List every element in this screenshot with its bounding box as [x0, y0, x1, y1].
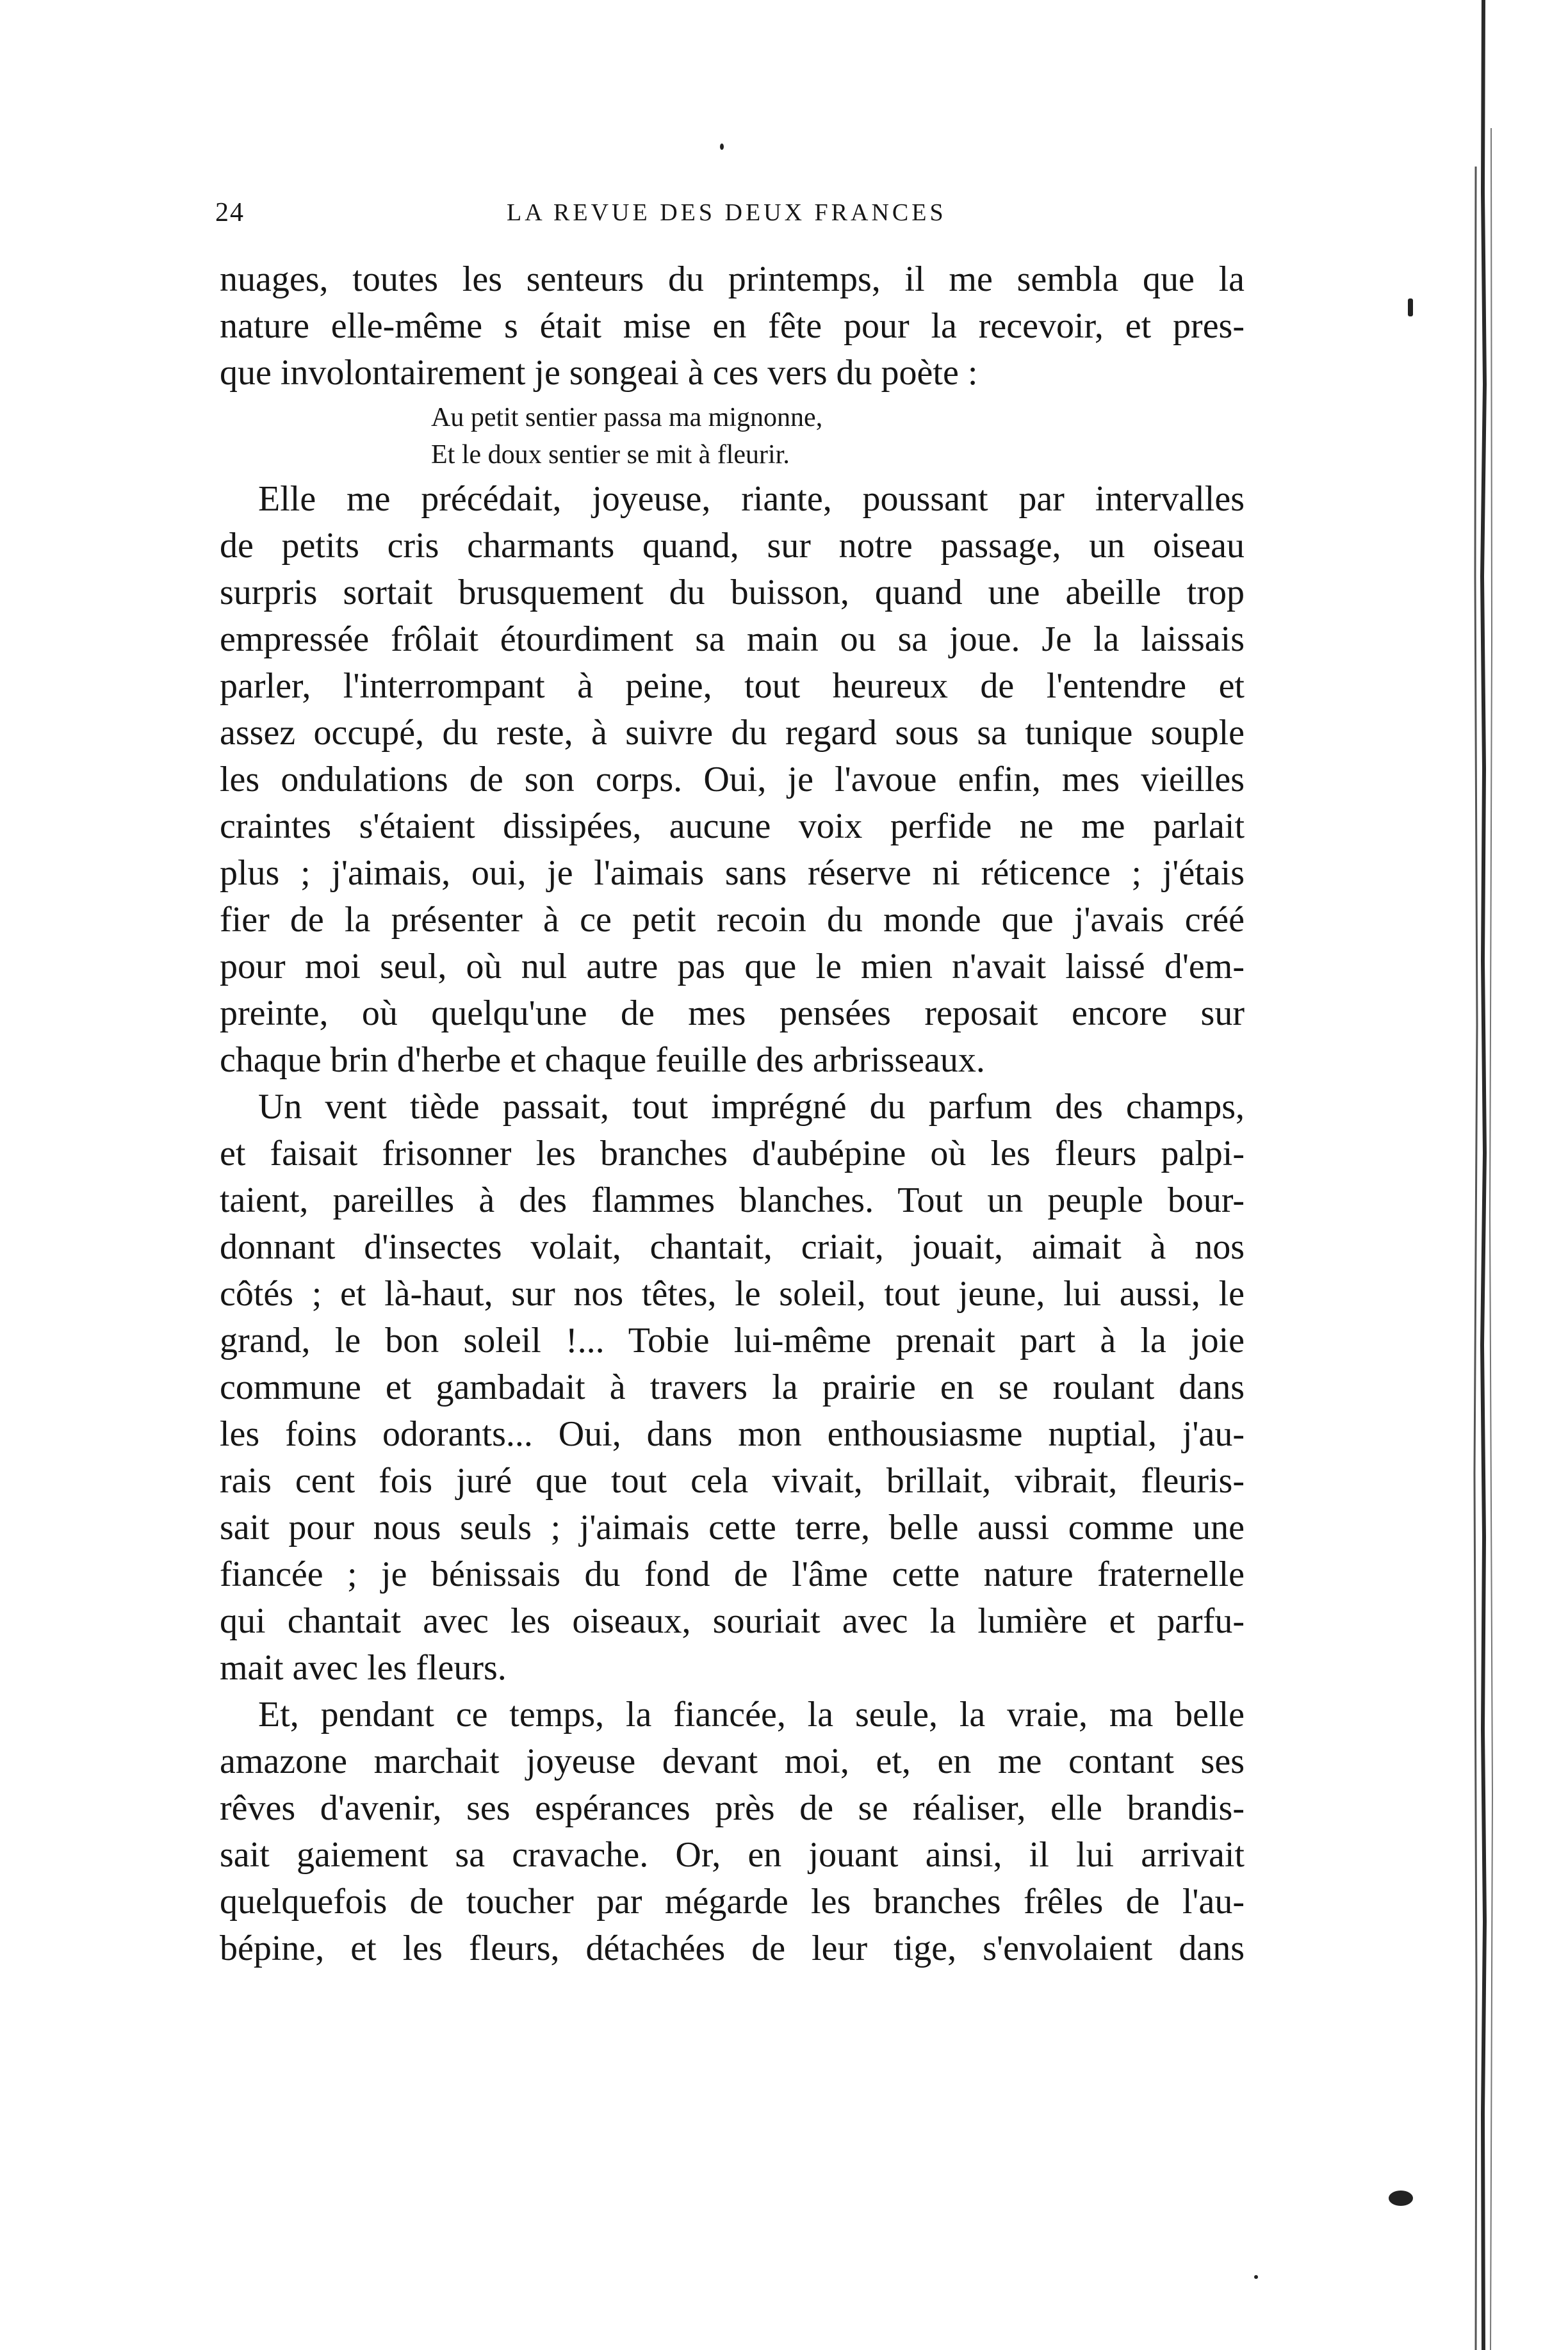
text-line: grand, le bon soleil !... Tobie lui-même prenait part à la joie	[220, 1321, 1245, 1360]
running-title: LA REVUE DES DEUX FRANCES	[507, 199, 947, 226]
scan-speck	[1389, 2191, 1413, 2206]
text-line: rêves d'avenir, ses espérances près de se réaliser, elle brandis-	[220, 1788, 1245, 1828]
text-line: sait pour nous seuls ; j'aimais cette terre, belle aussi comme une	[220, 1508, 1245, 1547]
text-line: surpris sortait brusquement du buisson, quand une abeille trop	[220, 573, 1245, 612]
text-line: nuages, toutes les senteurs du printemps, il me sembla que la	[220, 259, 1245, 299]
text-line: fier de la présenter à ce petit recoin du monde que j'avais créé	[220, 900, 1245, 940]
text-line: et faisait frisonner les branches d'aubépine où les fleurs palpi-	[220, 1134, 1245, 1173]
text-line: les foins odorants... Oui, dans mon enthousiasme nuptial, j'au-	[220, 1414, 1245, 1454]
text-line: mait avec les fleurs.	[220, 1648, 507, 1688]
text-line: taient, pareilles à des flammes blanches. Tout un peuple bour-	[220, 1180, 1245, 1220]
text-line: assez occupé, du reste, à suivre du regard sous sa tunique souple	[220, 713, 1245, 753]
text-line: amazone marchait joyeuse devant moi, et, en me contant ses	[220, 1742, 1245, 1781]
paragraph	[220, 256, 1245, 396]
text-line: pour moi seul, où nul autre pas que le mien n'avait laissé d'em-	[220, 947, 1245, 986]
text-line: de petits cris charmants quand, sur notre passage, un oiseau	[220, 526, 1245, 566]
text-line: Et, pendant ce temps, la fiancée, la seule, la vraie, ma belle	[258, 1695, 1245, 1734]
scan-speck	[1254, 2275, 1258, 2279]
text-line: sait gaiement sa cravache. Or, en jouant ainsi, il lui arrivait	[220, 1835, 1245, 1875]
text-line: les ondulations de son corps. Oui, je l'avoue enfin, mes vieilles	[220, 760, 1245, 799]
paragraph	[220, 1692, 1245, 1972]
paragraph	[220, 476, 1245, 1084]
text-line: côtés ; et là-haut, sur nos têtes, le soleil, tout jeune, lui aussi, le	[220, 1274, 1245, 1314]
body-text	[220, 256, 1245, 1972]
text-line: bépine, et les fleurs, détachées de leur tige, s'envolaient dans	[220, 1929, 1245, 1968]
page-number: 24	[215, 198, 245, 227]
verse-line: Au petit sentier passa ma mignonne,	[431, 403, 823, 432]
text-line: donnant d'insectes volait, chantait, criait, jouait, aimait à nos	[220, 1227, 1245, 1267]
text-line: nature elle-même s était mise en fête pour la recevoir, et pres-	[220, 306, 1245, 346]
text-line: plus ; j'aimais, oui, je l'aimais sans réserve ni réticence ; j'étais	[220, 853, 1245, 893]
paragraph	[220, 1084, 1245, 1692]
text-line: preinte, où quelqu'une de mes pensées reposait encore sur	[220, 993, 1245, 1033]
text-line: Un vent tiède passait, tout imprégné du parfum des champs,	[258, 1087, 1245, 1127]
scan-speck	[720, 143, 724, 150]
text-line: qui chantait avec les oiseaux, souriait avec la lumière et parfu-	[220, 1601, 1245, 1641]
text-line: rais cent fois juré que tout cela vivait, brillait, vibrait, fleuris-	[220, 1461, 1245, 1501]
verse-line: Et le doux sentier se mit à fleurir.	[431, 440, 790, 469]
text-line: parler, l'interrompant à peine, tout heureux de l'entendre et	[220, 666, 1245, 706]
text-line: quelquefois de toucher par mégarde les branches frêles de l'au-	[220, 1882, 1245, 1922]
binding-edge	[1471, 0, 1496, 2350]
verse-quote	[220, 396, 1245, 476]
scan-speck	[1408, 298, 1413, 316]
text-line: commune et gambadait à travers la prairie en se roulant dans	[220, 1367, 1245, 1407]
text-line: que involontairement je songeai à ces vers du poète :	[220, 353, 978, 393]
text-line: empressée frôlait étourdiment sa main ou sa joue. Je la laissais	[220, 619, 1245, 659]
text-line: chaque brin d'herbe et chaque feuille des arbrisseaux.	[220, 1040, 985, 1080]
text-line: Elle me précédait, joyeuse, riante, poussant par intervalles	[258, 479, 1245, 519]
text-line: fiancée ; je bénissais du fond de l'âme cette nature fraternelle	[220, 1554, 1245, 1594]
running-header	[215, 193, 1266, 232]
text-line: craintes s'étaient dissipées, aucune voix perfide ne me parlait	[220, 806, 1245, 846]
